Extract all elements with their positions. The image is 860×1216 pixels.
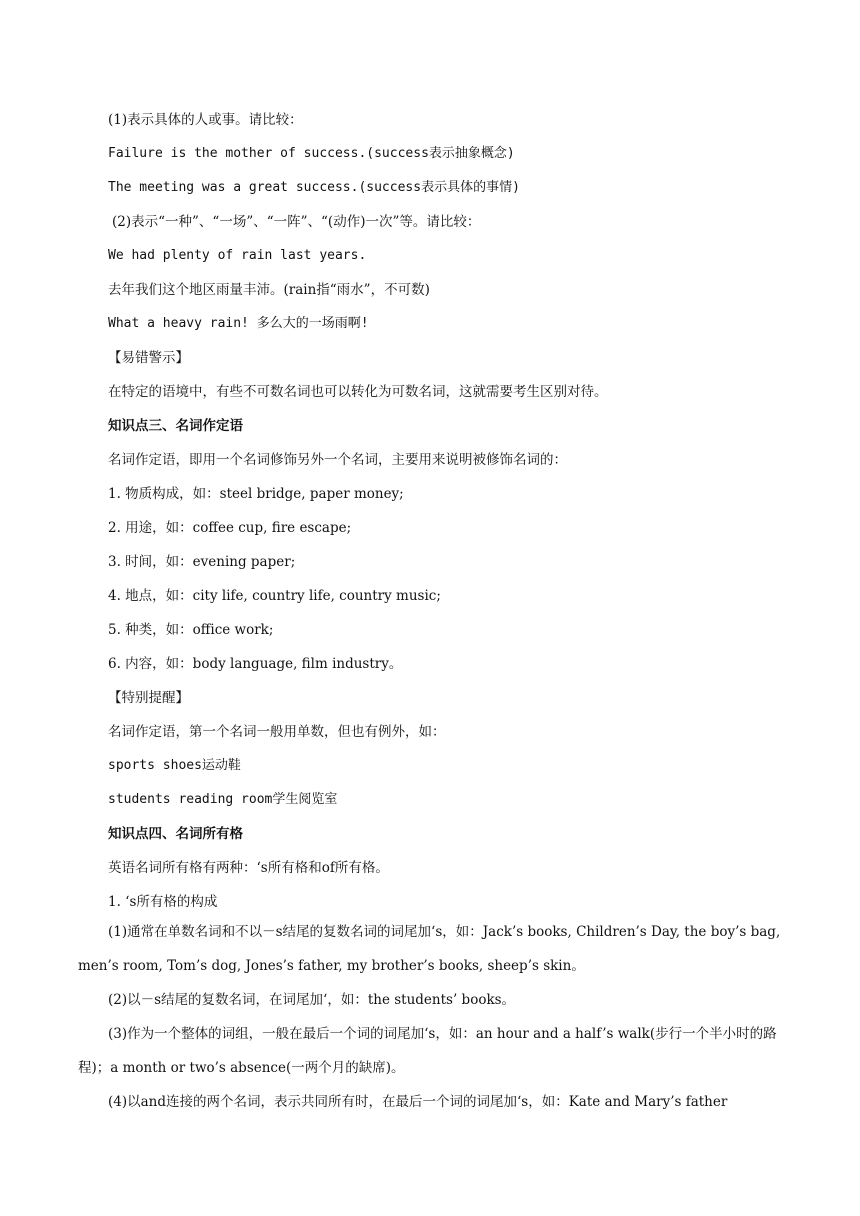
example-translation: 去年我们这个地区雨量丰沛。(rain指“雨水”，不可数) [108, 282, 430, 298]
example-phrase: students reading room学生阅览室 [108, 792, 338, 807]
body-text: 名词作定语，第一个名词一般用单数，但也有例外，如： [108, 724, 446, 740]
example-sentence: Failure is the mother of success.(success表示抽象概念) [108, 146, 515, 161]
rule-paragraph-3: (3)作为一个整体的词组，一般在最后一个词的词尾加‘s，如：an hour and a half’s walk(步行一个半小时的路程)；a month or two’s absence(一两个月的缺席)。 [78, 1026, 777, 1076]
subsection-heading: 1. ‘s所有格的构成 [108, 894, 218, 910]
rule-paragraph-4: (4)以and连接的两个名词，表示共同所有时，在最后一个词的词尾加‘s，如：Kate and Mary’s father [108, 1094, 728, 1110]
reminder-heading: 【特别提醒】 [108, 690, 189, 706]
warning-heading: 【易错警示】 [108, 350, 189, 366]
section-heading-4: 知识点四、名词所有格 [108, 826, 243, 842]
example-sentence: We had plenty of rain last years. [108, 248, 367, 263]
list-item: 5. 种类，如：office work; [108, 622, 274, 638]
rule-paragraph-2: (2)以－s结尾的复数名词，在词尾加‘，如：the students’ books。 [108, 992, 516, 1008]
sub-point-2: (2)表示“一种”、“一场”、“一阵”、“(动作)一次”等。请比较： [112, 214, 481, 230]
list-item: 6. 内容，如：body language, film industry。 [108, 656, 403, 672]
list-item: 3. 时间，如：evening paper; [108, 554, 296, 570]
body-text: 英语名词所有格有两种：‘s所有格和of所有格。 [108, 860, 389, 876]
rule-paragraph-1: (1)通常在单数名词和不以－s结尾的复数名词的词尾加‘s，如：Jack’s books, Children’s Day, the boy’s bag, men’s room, Tom’s dog, Jones’s father, my brother’s books, sheep’s skin。 [78, 924, 781, 974]
section-heading-3: 知识点三、名词作定语 [108, 418, 243, 434]
list-item: 2. 用途，如：coffee cup, fire escape; [108, 520, 352, 536]
example-phrase: sports shoes运动鞋 [108, 758, 241, 773]
example-sentence: The meeting was a great success.(success表示具体的事情) [108, 180, 520, 195]
warning-text: 在特定的语境中，有些不可数名词也可以转化为可数名词，这就需要考生区别对待。 [108, 384, 608, 400]
sub-point-1: (1)表示具体的人或事。请比较： [108, 112, 303, 128]
list-item: 4. 地点，如：city life, country life, country music; [108, 588, 441, 604]
example-sentence: What a heavy rain! 多么大的一场雨啊! [108, 316, 369, 331]
body-text: 名词作定语，即用一个名词修饰另外一个名词，主要用来说明被修饰名词的： [108, 452, 567, 468]
list-item: 1. 物质构成，如：steel bridge, paper money; [108, 486, 404, 502]
